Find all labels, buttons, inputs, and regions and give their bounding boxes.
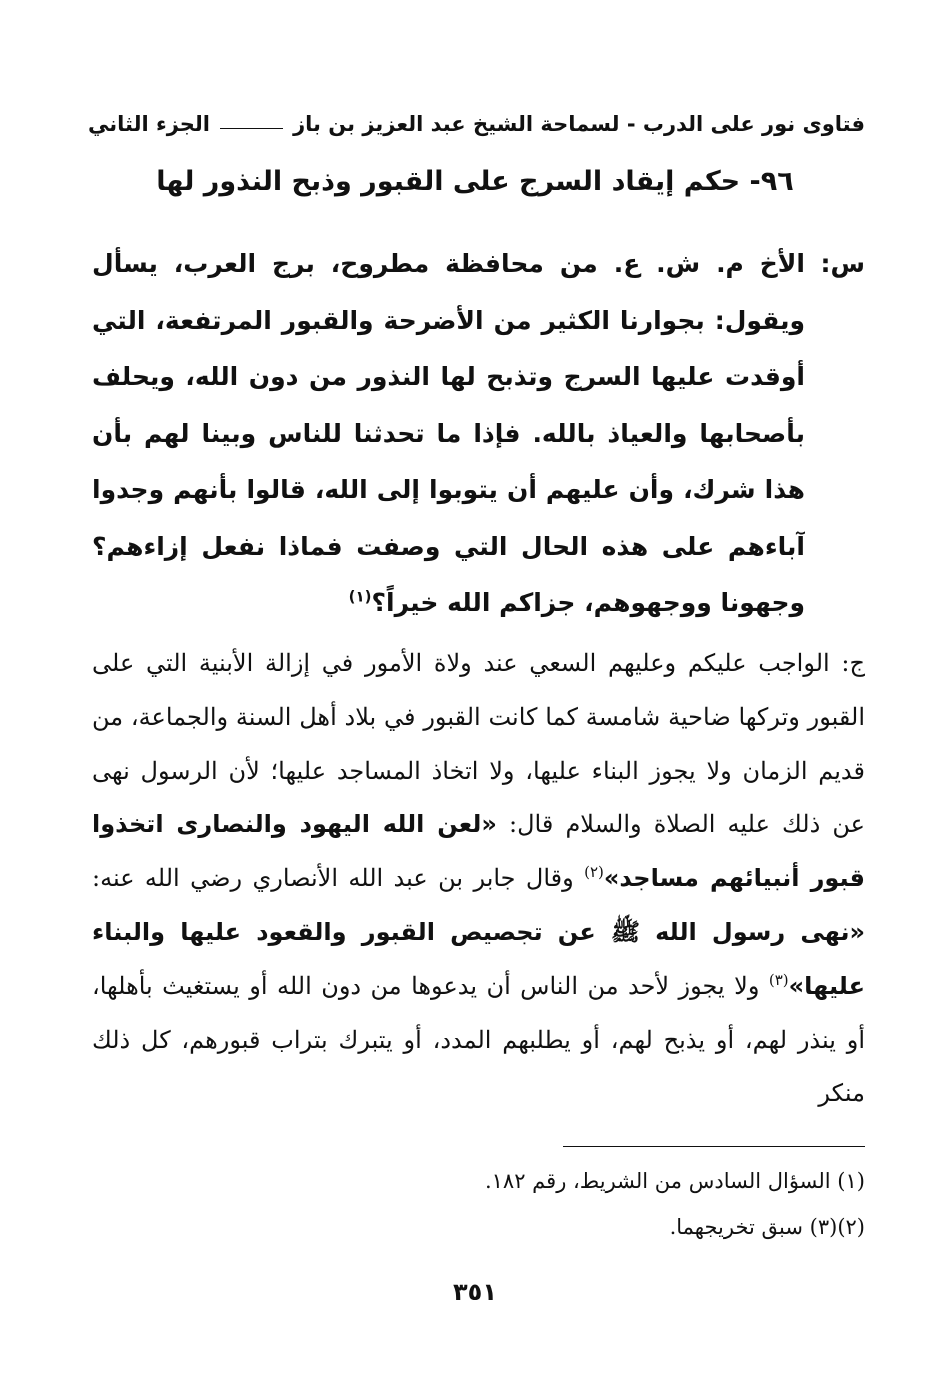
footnote-ref-2: (٢) — [584, 863, 604, 882]
footnote-separator — [563, 1146, 865, 1147]
hadith-quote-1: «لعن الله اليهود والنصارى اتخذوا قبور أنبيائهم مساجد» — [92, 810, 865, 893]
page-number: ٣٥١ — [453, 1278, 497, 1306]
book-title: فتاوى نور على الدرب - لسماحة الشيخ عبد العزيز بن باز — [293, 112, 865, 136]
answer-block — [92, 637, 865, 1121]
footnotes — [92, 1158, 865, 1250]
question-text: الأخ م. ش. ع. من محافظة مطروح، برج العرب، يسأل ويقول: بجوارنا الكثير من الأضرحة والقبور المرتفعة، التي أوقدت عليها السرج وتذبح لها النذور من دون الله، ويحلف بأصحابها والعياذ بالله. فإذا ما تحدثنا للناس وبينا لهم بأن هذا شرك، وأن عليهم أن يتوبوا إلى الله، قالوا بأنهم وجدوا آباءهم على هذه الحال التي وصفت فماذا نفعل إزاءهم؟ وجهونا ووجهوهم، جزاكم الله خيراً؟ — [92, 249, 805, 617]
footnote-ref-1: (١) — [348, 587, 372, 606]
question-body — [92, 236, 805, 632]
answer-between: وقال جابر بن عبد الله الأنصاري رضي الله عنه: — [92, 864, 574, 893]
header-rule — [220, 128, 283, 129]
volume-label: الجزء الثاني — [88, 112, 211, 136]
answer-intro: ج: الواجب عليكم وعليهم السعي عند ولاة الأمور في إزالة الأبنية التي على القبور وتركها ضاحية شامسة كما كانت القبور في بلاد أهل السنة والجماعة، من قديم الزمان ولا يجوز البناء عليها، ولا اتخاذ المساجد عليها؛ لأن الرسول نهى عن ذلك عليه الصلاة والسلام قال: — [92, 649, 865, 839]
question-marker: س: — [820, 249, 865, 278]
footnote-1: (١) السؤال السادس من الشريط، رقم ١٨٢. — [484, 1169, 865, 1193]
running-header — [88, 104, 865, 144]
question-block — [92, 236, 865, 632]
hadith-quote-2: «نهى رسول الله ﷺ عن تجصيص القبور والقعود عليها والبناء عليها» — [92, 917, 865, 1000]
answer-continuation: ولا يجوز لأحد من الناس أن يدعوها من دون الله أو يستغيث بأهلها، أو ينذر لهم، أو يذبح لهم، أو يطلبهم المدد، أو يتبرك بتراب قبورهم، كل ذلك منكر — [92, 971, 865, 1108]
footnote-ref-3: (٣) — [768, 970, 789, 989]
fatwa-title: ٩٦- حكم إيقاد السرج على القبور وذبح النذور لها — [156, 166, 794, 197]
footnote-2: (٢)(٣) سبق تخريجهما. — [669, 1215, 865, 1239]
